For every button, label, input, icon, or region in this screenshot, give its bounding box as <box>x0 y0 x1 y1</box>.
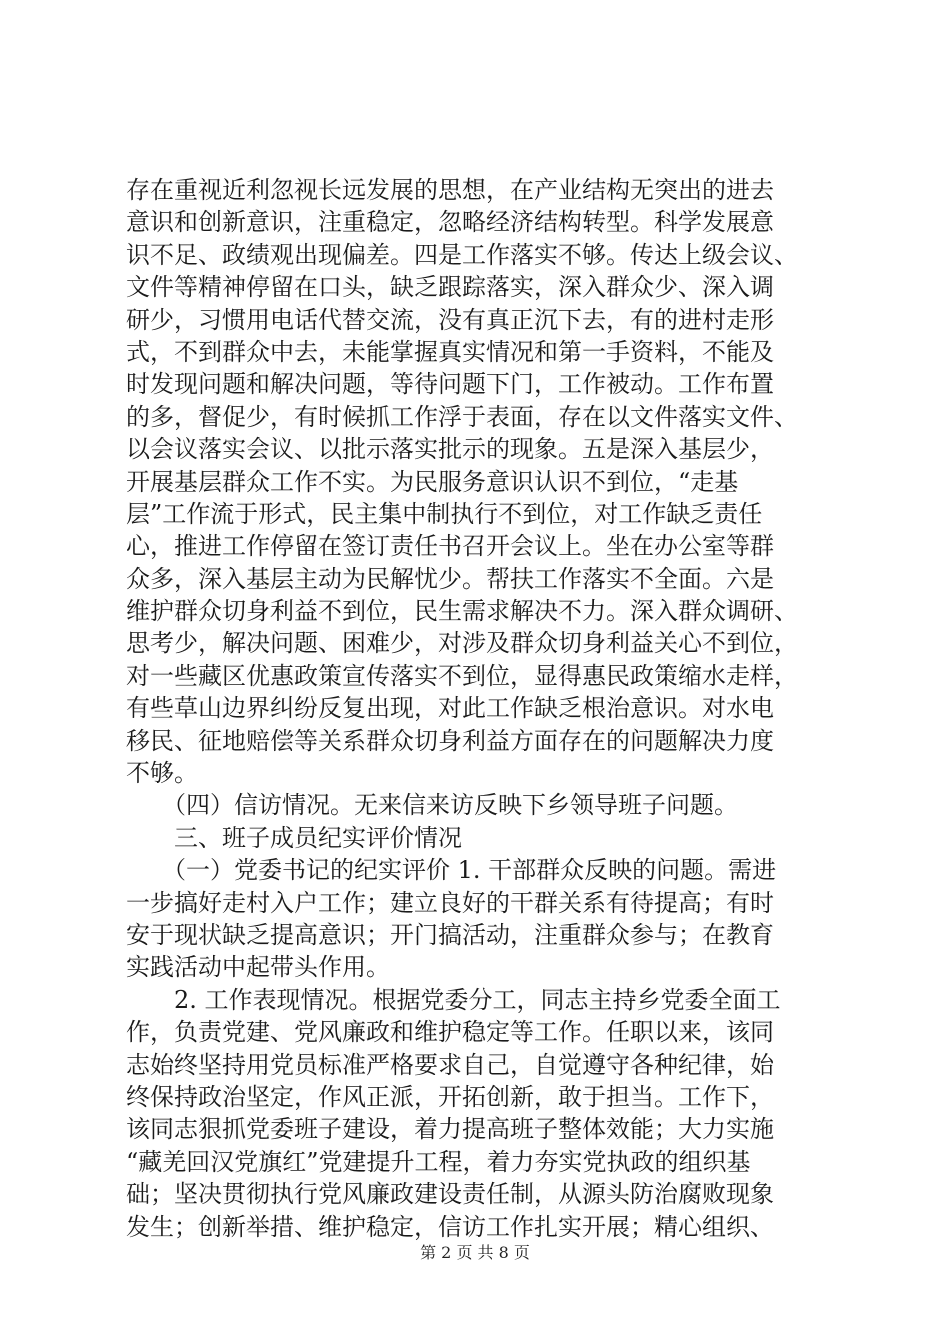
text-line: 式，不到群众中去，未能掌握真实情况和第一手资料，不能及 <box>126 337 774 366</box>
text-line: 实践活动中起带头作用。 <box>126 953 390 982</box>
text-line: 不够。 <box>126 759 198 788</box>
page-number-footer: 第 2 页 共 8 页 <box>420 1243 530 1262</box>
text-line: 众多，深入基层主动为民解忧少。帮扶工作落实不全面。六是 <box>126 564 774 593</box>
text-line: 层”工作流于形式，民主集中制执行不到位，对工作缺乏责任 <box>126 499 763 528</box>
text-line: “藏羌回汉党旗红”党建提升工程，着力夯实党执政的组织基 <box>126 1147 751 1176</box>
text-line: 心，推进工作停留在签订责任书召开会议上。坐在办公室等群 <box>126 532 774 561</box>
text-line: 对一些藏区优惠政策宣传落实不到位，显得惠民政策缩水走样， <box>126 661 798 690</box>
body-text <box>126 174 831 1243</box>
text-line: 志始终坚持用党员标准严格要求自己，自觉遵守各种纪律，始 <box>126 1050 774 1079</box>
text-line: 该同志狠抓党委班子建设，着力提高班子整体效能；大力实施 <box>126 1115 774 1144</box>
section-heading: 三、班子成员纪实评价情况 <box>126 823 462 852</box>
text-line: 础；坚决贯彻执行党风廉政建设责任制，从源头防治腐败现象 <box>126 1180 774 1209</box>
text-line: 时发现问题和解决问题，等待问题下门，工作被动。工作布置 <box>126 370 774 399</box>
text-line: 作，负责党建、党风廉政和维护稳定等工作。任职以来，该同 <box>126 1018 774 1047</box>
text-line: 开展基层群众工作不实。为民服务意识认识不到位，“走基 <box>126 467 739 496</box>
text-line: 文件等精神停留在口头，缺乏跟踪落实，深入群众少、深入调 <box>126 273 774 302</box>
text-line: 安于现状缺乏提高意识；开门搞活动，注重群众参与；在教育 <box>126 920 774 949</box>
text-line: 终保持政治坚定，作风正派，开拓创新，敢于担当。工作下， <box>126 1082 774 1111</box>
text-line: 研少，习惯用电话代替交流，没有真正沉下去，有的进村走形 <box>126 305 774 334</box>
text-line: 2. 工作表现情况。根据党委分工，同志主持乡党委全面工 <box>126 985 781 1014</box>
text-line: 意识和创新意识，注重稳定，忽略经济结构转型。科学发展意 <box>126 208 774 237</box>
text-line: 移民、征地赔偿等关系群众切身利益方面存在的问题解决力度 <box>126 726 774 755</box>
text-line: 维护群众切身利益不到位，民生需求解决不力。深入群众调研、 <box>126 597 798 626</box>
section-heading: （一）党委书记的纪实评价 1. 干部群众反映的问题。需进 <box>126 856 777 885</box>
text-line: 有些草山边界纠纷反复出现，对此工作缺乏根治意识。对水电 <box>126 694 774 723</box>
text-line: 以会议落实会议、以批示落实批示的现象。五是深入基层少， <box>126 435 774 464</box>
text-line: 的多，督促少，有时候抓工作浮于表面，存在以文件落实文件、 <box>126 402 798 431</box>
text-line: 思考少，解决问题、困难少，对涉及群众切身利益关心不到位， <box>126 629 798 658</box>
text-line: 存在重视近利忽视长远发展的思想，在产业结构无突出的进去 <box>126 176 774 204</box>
text-line: 一步搞好走村入户工作；建立良好的干群关系有待提高；有时 <box>126 888 774 917</box>
text-line: 发生；创新举措、维护稳定，信访工作扎实开展；精心组织、 <box>126 1212 774 1241</box>
section-heading: （四）信访情况。无来信来访反映下乡领导班子问题。 <box>126 791 738 820</box>
text-line: 识不足、政绩观出现偏差。四是工作落实不够。传达上级会议、 <box>126 240 798 269</box>
